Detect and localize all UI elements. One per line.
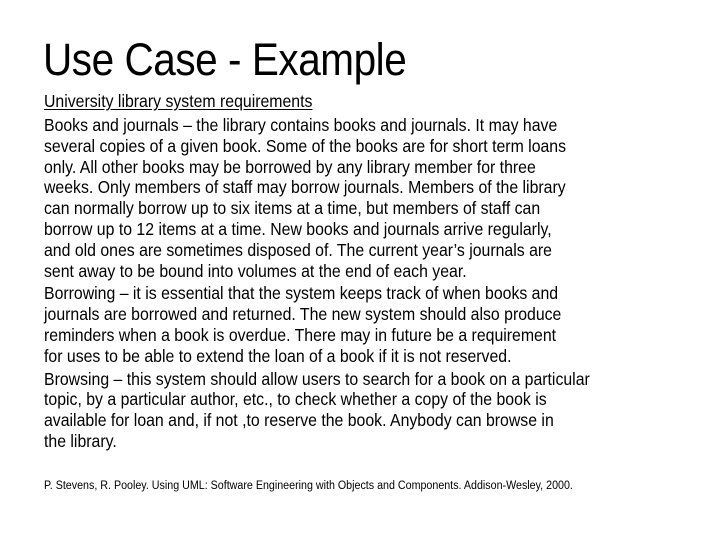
text-line: Books and journals – the library contains books and journals. It may have <box>44 115 558 135</box>
text-line: Borrowing – it is essential that the system keeps track of when books and <box>44 283 559 304</box>
text-line: borrow up to 12 items at a time. New books and journals arrive regularly, <box>44 218 552 239</box>
text-line: topic, by a particular author, etc., to check whether a copy of the book is <box>44 389 547 410</box>
text-line: and old ones are sometimes disposed of. The current year’s journals are <box>44 239 552 260</box>
requirements-subheading: University library system requirements <box>44 91 313 111</box>
text-line: sent away to be bound into volumes at the end of each year. <box>44 260 467 281</box>
requirement-books-and-journals <box>44 115 696 281</box>
citation: P. Stevens, R. Pooley. Using UML: Software Engineering with Objects and Components. Addison-Wesley, 2000. <box>44 480 573 492</box>
text-line: the library. <box>44 430 117 451</box>
text-line: Browsing – this system should allow users to search for a book on a particular <box>44 368 590 389</box>
requirement-browsing <box>44 369 696 452</box>
text-line: available for loan and, if not ,to reserve the book. Anybody can browse in <box>44 410 554 431</box>
text-line: reminders when a book is overdue. There may in future be a requirement <box>44 324 557 345</box>
text-line: for uses to be able to extend the loan of a book if it is not reserved. <box>44 345 512 366</box>
requirement-borrowing <box>44 283 696 366</box>
text-line: only. All other books may be borrowed by any library member for three <box>44 156 536 177</box>
text-line: journals are borrowed and returned. The new system should also produce <box>44 304 562 325</box>
slide-title: Use Case - Example <box>43 34 407 85</box>
slide-content <box>44 91 696 454</box>
text-line: several copies of a given book. Some of the books are for short term loans <box>44 135 567 156</box>
text-line: can normally borrow up to six items at a time, but members of staff can <box>44 198 541 219</box>
text-line: weeks. Only members of staff may borrow journals. Members of the library <box>44 177 566 198</box>
